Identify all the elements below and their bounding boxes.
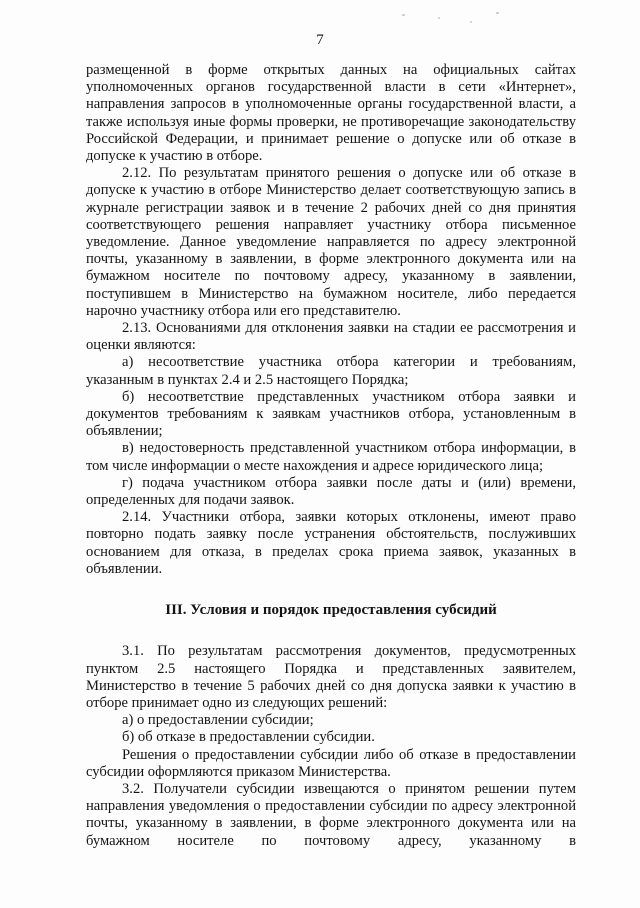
- paragraph-continuation: размещенной в форме открытых данных на официальных сайтах уполномоченных органов государственной власти в сети «Интернет», направления запросов в уполномоченные органы государственной власти, а также используя иные формы проверки, не противоречащие законодательству Российской Федерации, и принимает решение о допуске или об отказе в допуске к участию в отборе.: [86, 62, 576, 165]
- paragraph-2-14: 2.14. Участники отбора, заявки которых отклонены, имеют право повторно подать заявку после устранения обстоятельств, послуживших основанием для отказа, в пределах срока приема заявок, указанных в объявлении.: [86, 509, 576, 577]
- paragraph-2-12: 2.12. По результатам принятого решения о допуске или об отказе в допуске к участию в отборе Министерство делает соответствующую запись в журнале регистрации заявок и в течение 2 рабочих дней со дня принятия соответствующего решения направляет участнику отбора письменное уведомление. Данное уведомление направляется по адресу электронной почты, указанному в заявлении, в форме электронного документа или на бумажном носителе по почтовому адресу, указанному в заявлении, поступившем в Министерство на бумажном носителе, либо передается нарочно участнику отбора или его представителю.: [86, 165, 576, 319]
- paragraph-3-1: 3.1. По результатам рассмотрения документов, предусмотренных пунктом 2.5 настоящего Порядка и представленных заявителем, Министерство в течение 5 рабочих дней со дня допуска заявки к участию в отборе принимает одно из следующих решений:: [86, 643, 576, 711]
- page-number: 7: [316, 32, 324, 48]
- scan-speck: [438, 17, 440, 19]
- decision-option-a: а) о предоставлении субсидии;: [122, 712, 314, 729]
- list-item-b: б) несоответствие представленных участником отбора заявки и документов требованиям к заявкам участников отбора, установленным в объявлении;: [86, 388, 576, 440]
- decision-option-b: б) об отказе в предоставлении субсидии.: [122, 729, 375, 746]
- list-item-v: в) недостоверность представленной участником отбора информации, в том числе информации о месте нахождения и адресе юридического лица;: [86, 440, 576, 474]
- scan-speck: [496, 12, 499, 14]
- paragraph-2-13: 2.13. Основаниями для отклонения заявки на стадии ее рассмотрения и оценки являются:: [86, 320, 576, 354]
- document-body: [86, 62, 576, 850]
- list-item-a: а) несоответствие участника отбора категории и требованиям, указанным в пунктах 2.4 и 2.5 настоящего Порядка;: [86, 354, 576, 388]
- list-item-g: г) подача участником отбора заявки после даты и (или) времени, определенных для подачи заявок.: [86, 474, 576, 509]
- paragraph-3-2: 3.2. Получатели субсидии извещаются о принятом решении путем направления уведомления о предоставлении субсидии по адресу электронной почты, указанному в заявлении, в форме электронного документа или на бумажном носителе по почтовому адресу, указанному в: [86, 780, 576, 849]
- section-heading: III. Условия и порядок предоставления субсидий: [165, 602, 497, 619]
- scan-speck: [402, 14, 405, 16]
- paragraph-decisions: Решения о предоставлении субсидии либо об отказе в предоставлении субсидии оформляются приказом Министерства.: [86, 746, 576, 780]
- scan-speck: [470, 21, 472, 23]
